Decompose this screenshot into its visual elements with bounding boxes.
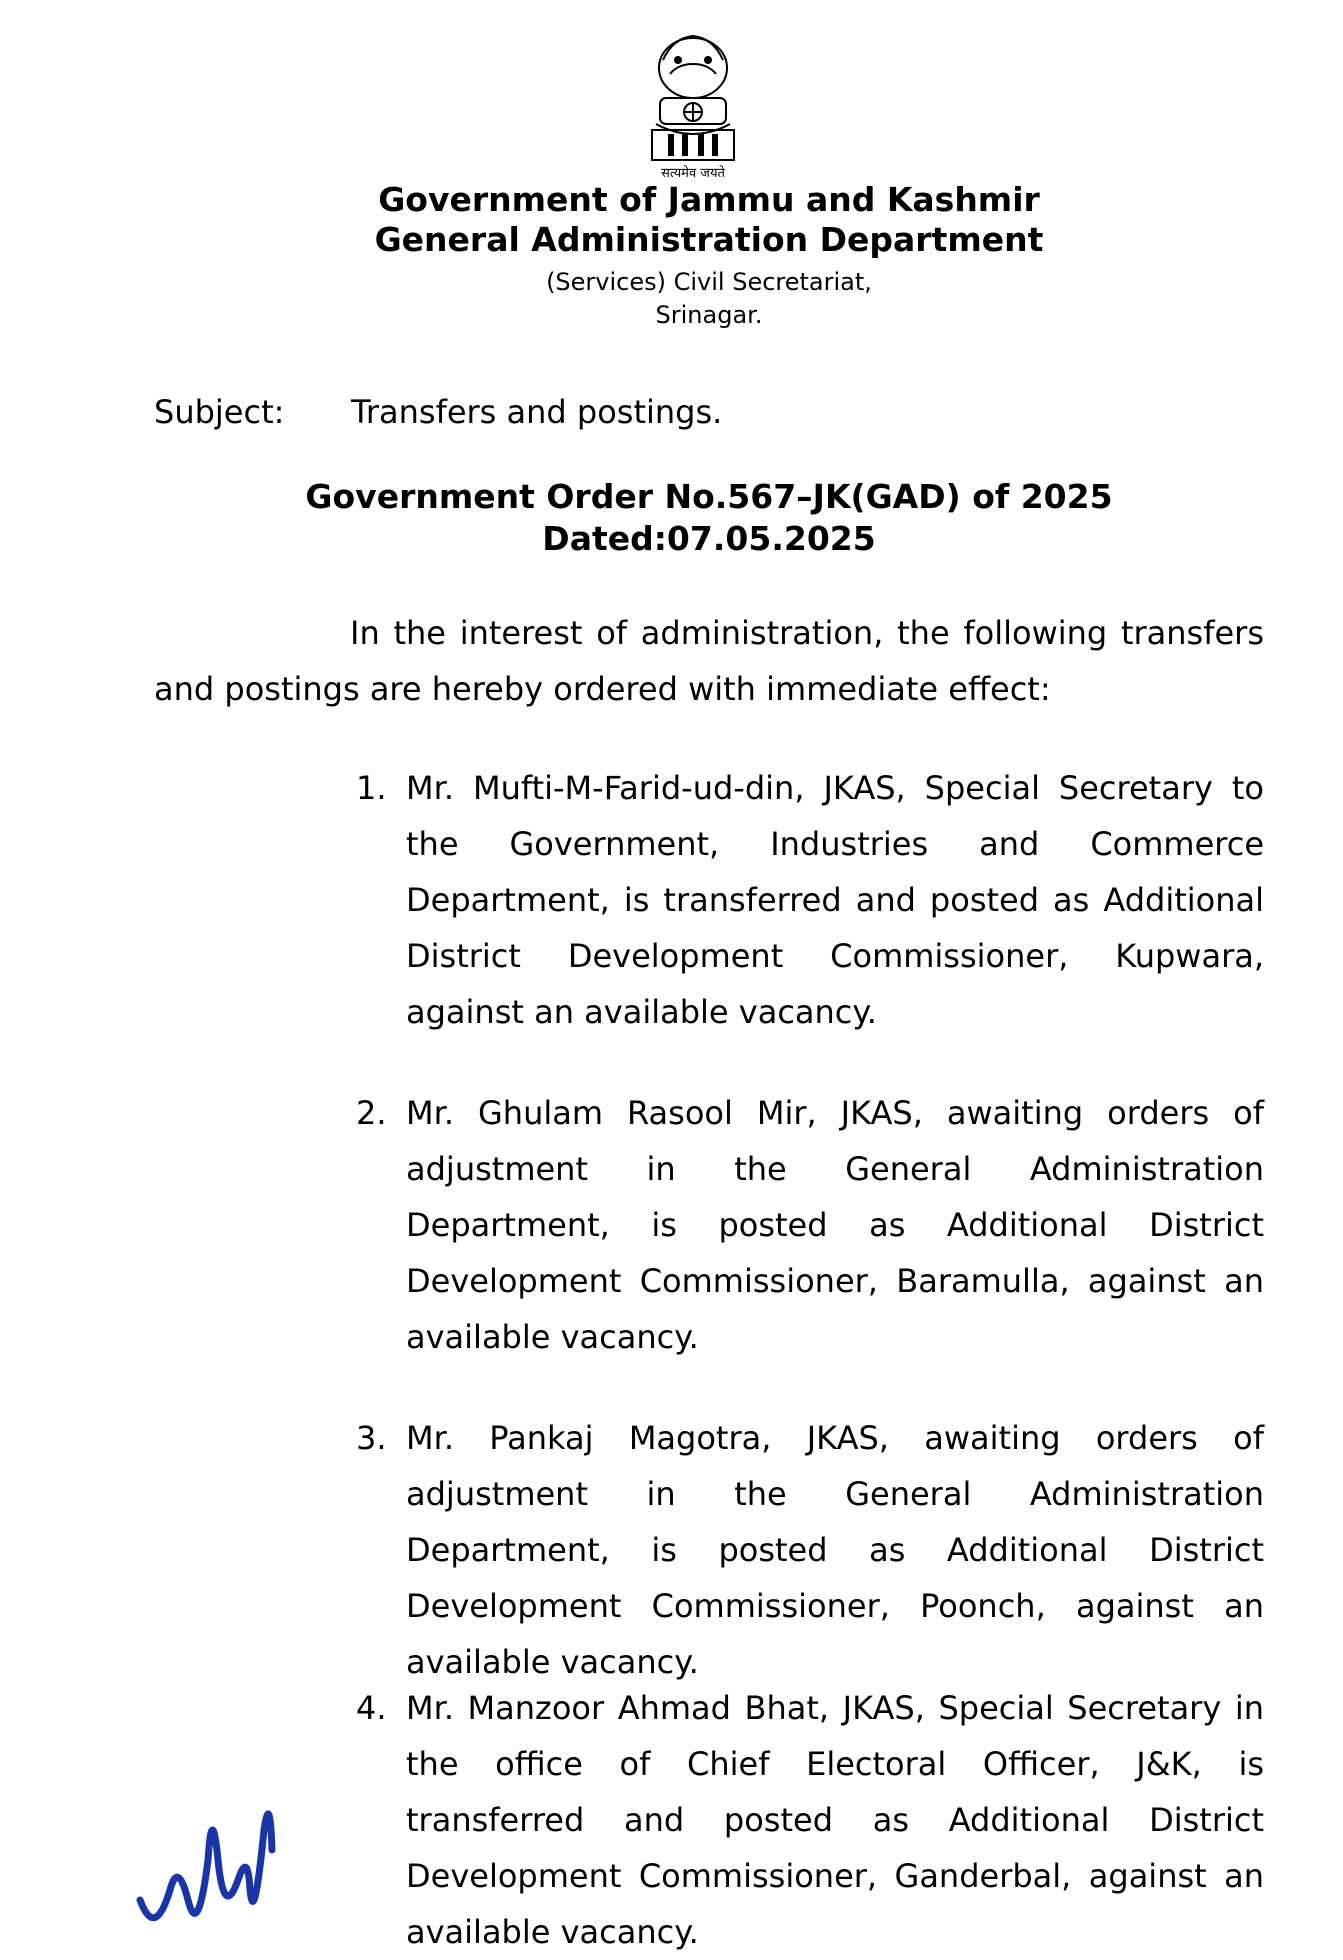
header-city: Srinagar.: [655, 301, 763, 329]
list-item: [356, 1680, 1264, 1960]
state-emblem-icon: [638, 30, 748, 180]
item-number: 2.: [356, 1094, 387, 1132]
emblem-motto: सत्यमेव जयते: [661, 166, 725, 181]
item-text: Mr. Manzoor Ahmad Bhat, JKAS, Special Secretary in the office of Chief Electoral Officer, J&K, is transferred and posted as Additional District Development Commissioner, Ganderbal, against an available vacancy.: [406, 1689, 1264, 1951]
subject-text: Transfers and postings.: [351, 393, 723, 431]
order-number: Government Order No.567–JK(GAD) of 2025: [305, 477, 1113, 516]
item-text: Mr. Pankaj Magotra, JKAS, awaiting orders of adjustment in the General Administration Department, is posted as Additional District Development Commissioner, Poonch, against an available vacancy.: [406, 1419, 1264, 1681]
item-text: Mr. Ghulam Rasool Mir, JKAS, awaiting orders of adjustment in the General Administration Department, is posted as Additional District Development Commissioner, Baramulla, against an available vacancy.: [406, 1094, 1264, 1356]
item-number: 1.: [356, 769, 387, 807]
signature-icon: [130, 1800, 300, 1956]
item-number: 4.: [356, 1689, 387, 1727]
list-item: [356, 1085, 1264, 1365]
subject-label: Subject:: [154, 393, 285, 431]
item-text: Mr. Mufti-M-Farid-ud-din, JKAS, Special Secretary to the Government, Industries and Commerce Department, is transferred and posted as Additional District Development Commissioner, Kupwara, against an available vacancy.: [406, 769, 1264, 1031]
list-item: [356, 1410, 1264, 1690]
intro-paragraph: [154, 605, 1264, 717]
header-government: Government of Jammu and Kashmir: [378, 180, 1040, 219]
header-department: General Administration Department: [374, 220, 1044, 259]
item-number: 3.: [356, 1419, 387, 1457]
header-office: (Services) Civil Secretariat,: [546, 268, 872, 296]
order-date: Dated:07.05.2025: [542, 519, 876, 558]
list-item: [356, 760, 1264, 1040]
intro-text: In the interest of administration, the following transfers and postings are hereby ordered with immediate effect:: [154, 614, 1264, 708]
